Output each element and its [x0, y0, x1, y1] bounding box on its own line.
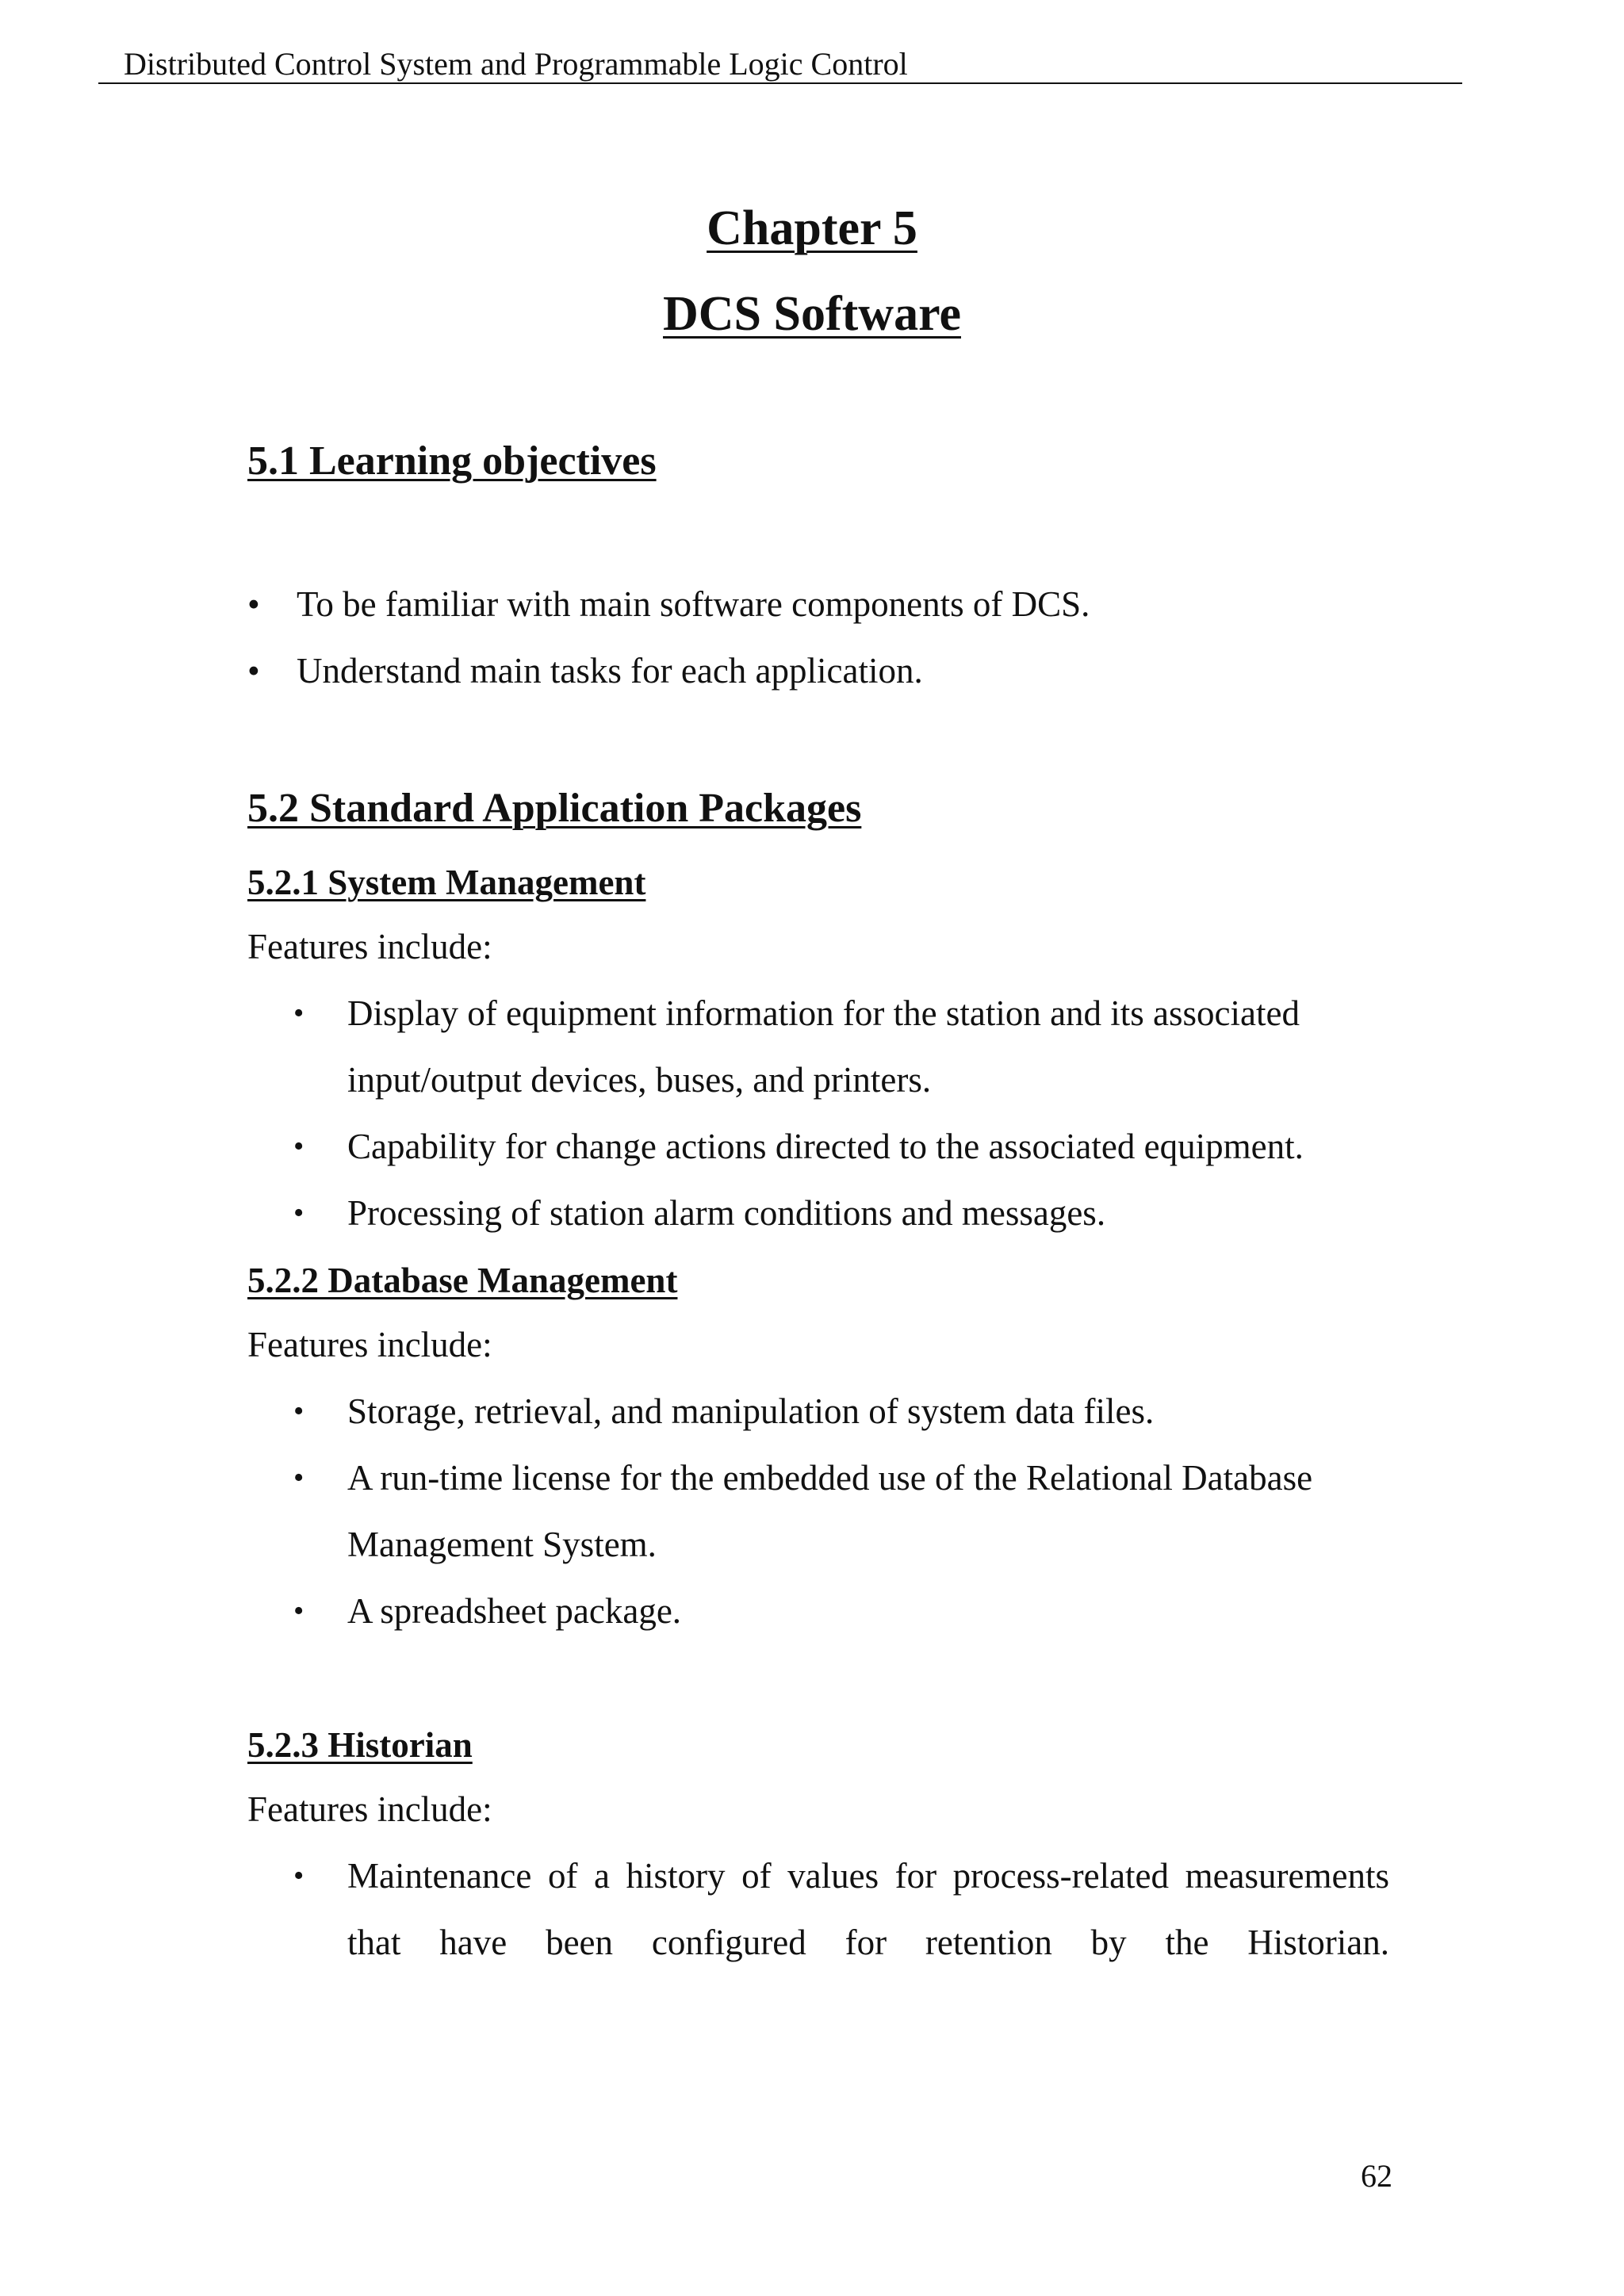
- list-item-text: Maintenance of a history of values for process-related measurements that have been configured for retention by the Historian.: [347, 1856, 1389, 1962]
- database-management-intro: Features include:: [247, 1325, 492, 1364]
- list-item: [247, 1445, 1389, 1578]
- list-item: [247, 1843, 1389, 1976]
- bullet-icon: •: [293, 1130, 304, 1163]
- bullet-icon: •: [293, 1395, 304, 1428]
- section-5-2-2-heading: 5.2.2 Database Management: [247, 1261, 678, 1300]
- list-item: [247, 571, 1397, 637]
- running-header: Distributed Control System and Programmable Logic Control: [98, 44, 1462, 84]
- learning-objectives-list: [247, 571, 1397, 704]
- bullet-icon: •: [293, 1461, 304, 1494]
- list-item: [247, 980, 1389, 1113]
- chapter-title: [0, 282, 1624, 346]
- bullet-icon: •: [293, 1859, 304, 1892]
- list-item-text: A spreadsheet package.: [347, 1591, 682, 1631]
- system-management-intro: Features include:: [247, 927, 492, 966]
- database-management-list: [247, 1378, 1389, 1644]
- section-5-1-heading: 5.1 Learning objectives: [247, 438, 657, 484]
- list-item: [247, 1378, 1389, 1445]
- list-item-text: Storage, retrieval, and manipulation of system data files.: [347, 1391, 1155, 1431]
- chapter-number-title: [0, 197, 1624, 260]
- bullet-icon: •: [293, 997, 304, 1030]
- historian-intro: Features include:: [247, 1789, 492, 1829]
- chapter-title-text: DCS Software: [663, 287, 961, 341]
- list-item-text: To be familiar with main software components of DCS.: [297, 584, 1090, 624]
- list-item-text: Processing of station alarm conditions and messages.: [347, 1193, 1106, 1233]
- historian-list: [247, 1843, 1389, 1976]
- system-management-list: [247, 980, 1389, 1246]
- list-item: [247, 637, 1397, 704]
- list-item: [247, 1180, 1389, 1246]
- list-item: [247, 1578, 1389, 1644]
- bullet-icon: •: [247, 584, 260, 624]
- list-item-text: Display of equipment information for the station and its associated input/output devices, buses, and printers.: [347, 993, 1300, 1100]
- list-item-text: A run-time license for the embedded use of the Relational Database Management System.: [347, 1458, 1313, 1564]
- bullet-icon: •: [293, 1594, 304, 1628]
- list-item-text: Understand main tasks for each application.: [297, 651, 923, 691]
- chapter-number-text: Chapter 5: [707, 201, 917, 255]
- page-number: 62: [1361, 2158, 1392, 2194]
- section-5-2-3-heading: 5.2.3 Historian: [247, 1725, 473, 1765]
- bullet-icon: •: [293, 1196, 304, 1230]
- list-item-text: Capability for change actions directed to the associated equipment.: [347, 1127, 1304, 1166]
- list-item: [247, 1113, 1389, 1180]
- section-5-2-1-heading: 5.2.1 System Management: [247, 863, 646, 902]
- section-5-2-heading: 5.2 Standard Application Packages: [247, 786, 862, 831]
- bullet-icon: •: [247, 651, 260, 691]
